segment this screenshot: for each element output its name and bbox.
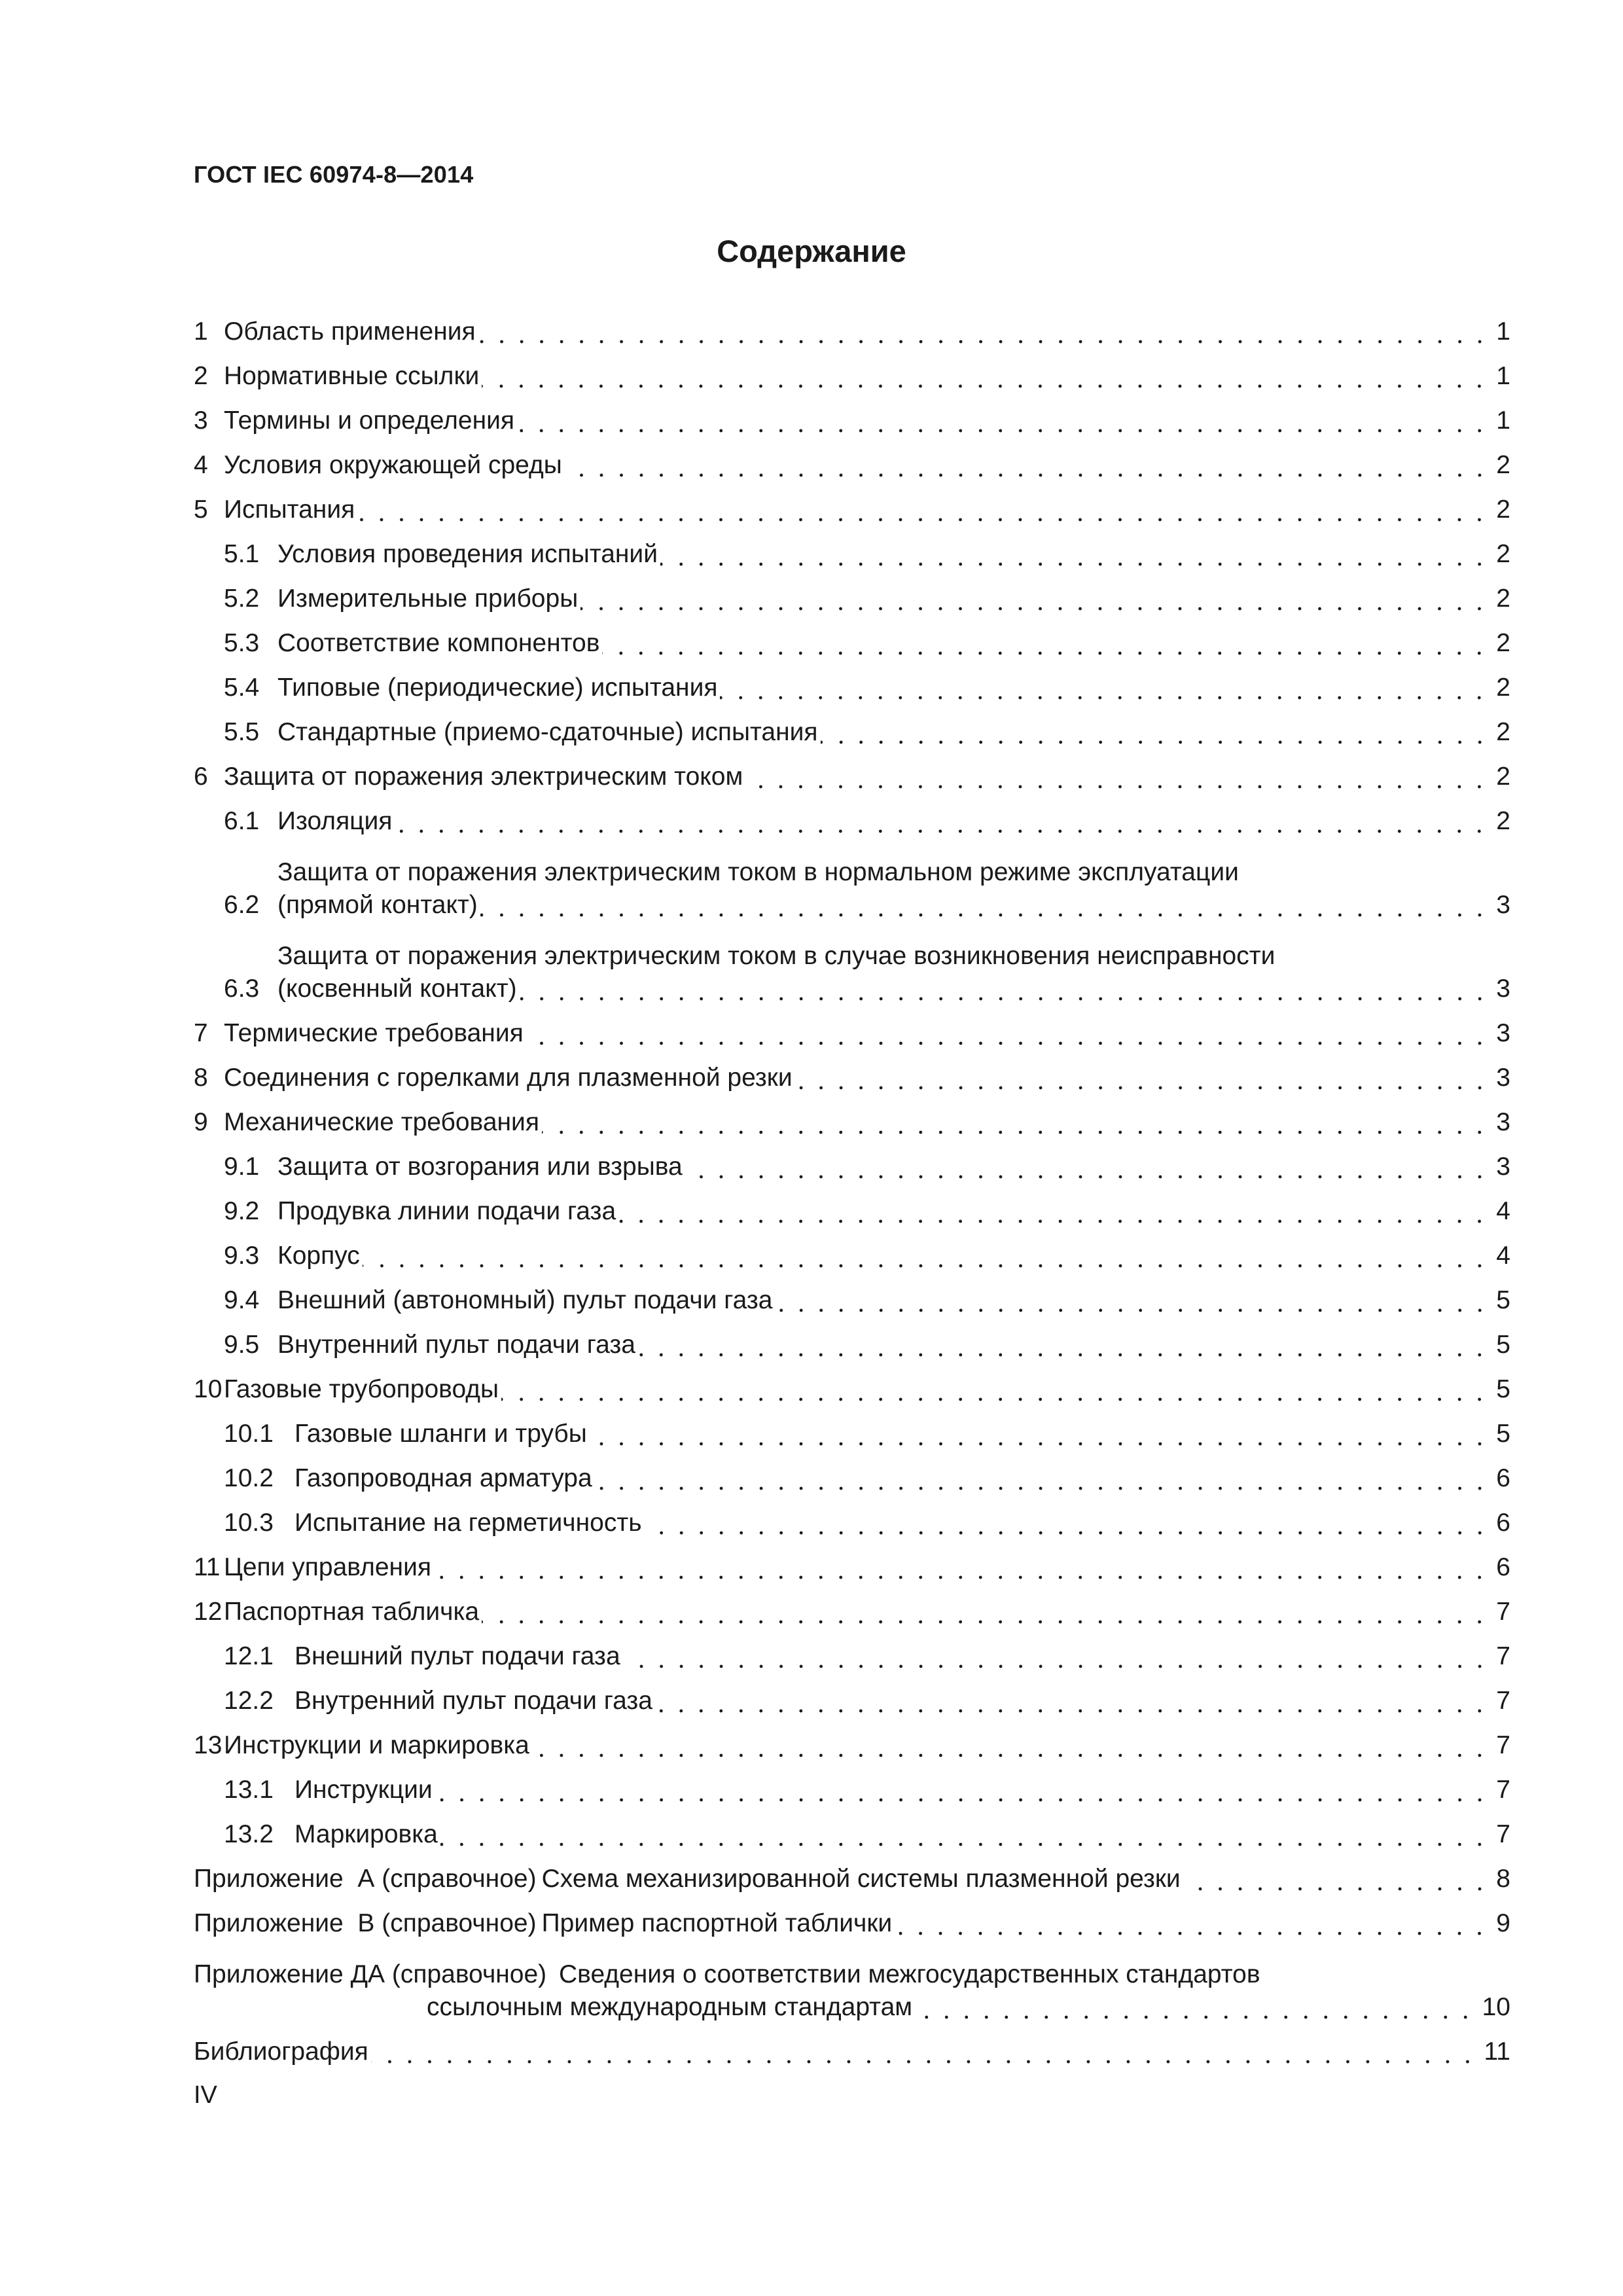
- toc-entry-number: 6.1: [224, 807, 260, 835]
- toc-entry[interactable]: [194, 615, 1510, 660]
- dot-leader: [395, 805, 1489, 838]
- dot-leader: [821, 716, 1489, 749]
- appendix-entry[interactable]: [194, 1940, 1510, 2024]
- dot-leader: [526, 1017, 1489, 1050]
- toc-entry-label: Механические требования: [224, 1108, 539, 1136]
- dot-leader: [435, 1774, 1489, 1806]
- toc-entry-page: 7: [1496, 1731, 1510, 1759]
- toc-entry-label-line1: Защита от поражения электрическим током в случае возникновения неисправности: [277, 942, 1275, 970]
- toc-entry-page: 3: [1496, 891, 1510, 919]
- toc-entry-page: 2: [1496, 807, 1510, 835]
- toc-entry-number: 3: [194, 406, 208, 435]
- toc-entry[interactable]: [194, 304, 1510, 348]
- dot-leader: [720, 672, 1489, 704]
- toc-entry-label: Корпус: [277, 1242, 360, 1270]
- toc-entry[interactable]: [194, 1450, 1510, 1495]
- dot-leader: [645, 1507, 1489, 1539]
- toc-entry[interactable]: [194, 1139, 1510, 1183]
- toc-entry[interactable]: [194, 838, 1510, 922]
- toc-entry-page: 7: [1496, 1598, 1510, 1626]
- toc-entry-label: Инструкции: [294, 1776, 433, 1804]
- toc-entry-label: Газовые трубопроводы: [224, 1375, 499, 1403]
- toc-entry[interactable]: [194, 1406, 1510, 1450]
- appendix-label: Схема механизированной системы плазменной резки: [541, 1865, 1181, 1893]
- appendix-label-line1: Сведения о соответствии межгосударственных стандартов: [559, 1960, 1260, 1988]
- toc-entry-page: 2: [1496, 629, 1510, 657]
- toc-entry-label: [277, 940, 1510, 1005]
- toc-entry-page: 5: [1496, 1286, 1510, 1314]
- dot-leader: [660, 538, 1489, 571]
- toc-entry[interactable]: [194, 1183, 1510, 1228]
- bibliography-entry[interactable]: [194, 2024, 1510, 2068]
- toc-entry-page: 2: [1496, 451, 1510, 479]
- toc-entry[interactable]: [194, 1762, 1510, 1806]
- toc-entry-number: 12.2: [224, 1687, 274, 1715]
- dot-leader: [895, 1907, 1489, 1940]
- toc-entry-page: 6: [1496, 1464, 1510, 1492]
- appendix-label-line2: ссылочным международным стандартам: [427, 1993, 913, 2021]
- dot-leader: [565, 449, 1489, 482]
- toc-entry-label: Продувка линии подачи газа: [277, 1197, 616, 1225]
- toc-entry-label: Маркировка: [294, 1820, 438, 1848]
- toc-entry-page: 7: [1496, 1820, 1510, 1848]
- bibliography-page: 11: [1484, 2037, 1510, 2066]
- toc-entry-label: Защита от возгорания или взрыва: [277, 1153, 683, 1181]
- toc-entry[interactable]: [194, 922, 1510, 1005]
- toc-entry[interactable]: [194, 1094, 1510, 1139]
- toc-entry-number: 9.1: [224, 1153, 260, 1181]
- toc-entry-number: 2: [194, 362, 208, 390]
- toc-entry-page: 2: [1496, 718, 1510, 746]
- dot-leader: [542, 1106, 1489, 1139]
- toc-entry[interactable]: [194, 1495, 1510, 1539]
- toc-entry[interactable]: [194, 482, 1510, 526]
- toc-entry[interactable]: [194, 526, 1510, 571]
- toc-entry-label: Паспортная табличка: [224, 1598, 480, 1626]
- appendix-page: 8: [1496, 1865, 1510, 1893]
- dot-leader: [532, 1729, 1489, 1762]
- appendix-page: 9: [1496, 1909, 1510, 1937]
- toc-entry-label: Типовые (периодические) испытания: [277, 673, 718, 702]
- toc-entry[interactable]: [194, 393, 1510, 437]
- dot-leader: [440, 1818, 1489, 1851]
- toc-entry[interactable]: [194, 1717, 1510, 1762]
- toc-entry-label-line1: Защита от поражения электрическим током в нормальном режиме эксплуатации: [277, 858, 1239, 886]
- toc-entry-page: 4: [1496, 1242, 1510, 1270]
- dot-leader: [915, 1991, 1476, 2024]
- toc-entry[interactable]: [194, 704, 1510, 749]
- toc-entry-number: 5.1: [224, 540, 260, 568]
- toc-entry-page: 1: [1496, 406, 1510, 435]
- toc-entry-number: 9.4: [224, 1286, 260, 1314]
- dot-leader: [520, 973, 1489, 1005]
- toc-entry-label: Внешний (автономный) пульт подачи газа: [277, 1286, 773, 1314]
- page-title: Содержание: [717, 234, 906, 268]
- toc-entry-number: 11: [194, 1553, 221, 1581]
- dot-leader: [434, 1551, 1489, 1584]
- toc-entry-number: 9.5: [224, 1331, 260, 1359]
- toc-entry-page: 6: [1496, 1509, 1510, 1537]
- bibliography-label: Библиография: [194, 2037, 368, 2066]
- toc-entry-number: 5.4: [224, 673, 260, 702]
- toc-entry-number: 9.2: [224, 1197, 260, 1225]
- toc-entry-number: 5.2: [224, 584, 260, 613]
- dot-leader: [618, 1195, 1489, 1228]
- toc-entry-label: Измерительные приборы: [277, 584, 579, 613]
- appendix-label: Пример паспортной таблички: [541, 1909, 893, 1937]
- toc-entry-label: Условия проведения испытаний: [277, 540, 658, 568]
- toc-entry[interactable]: [194, 1272, 1510, 1317]
- toc-entry-number: 6: [194, 762, 208, 791]
- toc-entry-number: 5.3: [224, 629, 260, 657]
- toc-entry-label: Стандартные (приемо-сдаточные) испытания: [277, 718, 818, 746]
- dot-leader: [590, 1418, 1489, 1450]
- toc-entry-label: [277, 856, 1510, 922]
- toc-entry-page: 3: [1496, 1108, 1510, 1136]
- toc-entry-label: Условия окружающей среды: [224, 451, 562, 479]
- toc-entry-number: 6.2: [224, 891, 260, 919]
- toc-entry[interactable]: [194, 1228, 1510, 1272]
- dot-leader: [685, 1151, 1489, 1183]
- toc-entry-page: 3: [1496, 975, 1510, 1003]
- toc-entry-number: 12: [194, 1598, 223, 1626]
- toc-entry-page: 5: [1496, 1375, 1510, 1403]
- toc-entry[interactable]: [194, 1005, 1510, 1050]
- toc-entry-label: Внутренний пульт подачи газа: [277, 1331, 635, 1359]
- toc-entry-page: 6: [1496, 1553, 1510, 1581]
- toc-entry-page: 2: [1496, 495, 1510, 524]
- toc-entry-page: 2: [1496, 673, 1510, 702]
- toc-entry-page: 2: [1496, 584, 1510, 613]
- toc-entry-number: 10.3: [224, 1509, 274, 1537]
- dot-leader: [363, 1240, 1489, 1272]
- toc-entry-number: 13: [194, 1731, 223, 1759]
- standard-designation: ГОСТ IEC 60974-8—2014: [194, 161, 474, 188]
- dot-leader: [655, 1685, 1489, 1717]
- dot-leader: [602, 627, 1489, 660]
- dot-leader: [517, 404, 1489, 437]
- dot-leader: [357, 493, 1489, 526]
- toc-entry[interactable]: [194, 1361, 1510, 1406]
- appendix-entry[interactable]: [194, 1895, 1510, 1940]
- toc-entry-label: Испытание на герметичность: [294, 1509, 642, 1537]
- toc-entry-number: 12.1: [224, 1642, 274, 1670]
- table-of-contents: [194, 304, 1510, 2068]
- toc-entry-page: 5: [1496, 1331, 1510, 1359]
- toc-entry-number: 1: [194, 317, 208, 346]
- toc-entry-page: 7: [1496, 1687, 1510, 1715]
- dot-leader: [623, 1640, 1489, 1673]
- toc-entry-page: 4: [1496, 1197, 1510, 1225]
- toc-entry-label: Нормативные ссылки: [224, 362, 480, 390]
- toc-entry-label-line2: (косвенный контакт): [277, 975, 517, 1003]
- toc-entry-number: 9: [194, 1108, 208, 1136]
- dot-leader: [745, 761, 1489, 793]
- toc-entry[interactable]: [194, 1628, 1510, 1673]
- toc-entry-number: 5.5: [224, 718, 260, 746]
- page-number: IV: [194, 2081, 217, 2109]
- dot-leader: [595, 1462, 1489, 1495]
- toc-entry-number: 7: [194, 1019, 208, 1047]
- toc-entry-label-line2: (прямой контакт): [277, 891, 478, 919]
- appendix-designation: Приложение В (справочное): [194, 1909, 537, 1937]
- toc-entry-label: Цепи управления: [224, 1553, 431, 1581]
- toc-entry-number: 13.1: [224, 1776, 274, 1804]
- dot-leader: [480, 889, 1489, 922]
- toc-entry-label: Защита от поражения электрическим током: [224, 762, 743, 791]
- dot-leader: [501, 1373, 1489, 1406]
- dot-leader: [776, 1284, 1489, 1317]
- dot-leader: [580, 583, 1489, 615]
- dot-leader: [1183, 1863, 1489, 1895]
- toc-entry-page: 3: [1496, 1019, 1510, 1047]
- dot-leader: [638, 1329, 1489, 1361]
- toc-entry[interactable]: [194, 749, 1510, 793]
- toc-entry-label: Термины и определения: [224, 406, 515, 435]
- toc-entry-number: 4: [194, 451, 208, 479]
- toc-entry-page: 3: [1496, 1064, 1510, 1092]
- toc-entry-page: 2: [1496, 540, 1510, 568]
- toc-entry[interactable]: [194, 571, 1510, 615]
- toc-entry[interactable]: [194, 1317, 1510, 1361]
- dot-leader: [478, 315, 1489, 348]
- toc-entry[interactable]: [194, 437, 1510, 482]
- appendix-page: 10: [1482, 1993, 1510, 2021]
- toc-entry-label: Соединения с горелками для плазменной резки: [224, 1064, 793, 1092]
- toc-entry-label: Термические требования: [224, 1019, 524, 1047]
- toc-entry-page: 3: [1496, 1153, 1510, 1181]
- toc-entry-label: Инструкции и маркировка: [224, 1731, 529, 1759]
- toc-entry[interactable]: [194, 660, 1510, 704]
- toc-entry-page: 7: [1496, 1776, 1510, 1804]
- toc-entry[interactable]: [194, 1050, 1510, 1094]
- toc-entry-label: Внутренний пульт подачи газа: [294, 1687, 652, 1715]
- toc-entry-label: Внешний пульт подачи газа: [294, 1642, 620, 1670]
- appendix-designation: Приложение А (справочное): [194, 1865, 537, 1893]
- toc-entry-label: Область применения: [224, 317, 476, 346]
- toc-entry-label: Газовые шланги и трубы: [294, 1420, 587, 1448]
- toc-entry[interactable]: [194, 1806, 1510, 1851]
- toc-entry[interactable]: [194, 1673, 1510, 1717]
- toc-entry-page: 7: [1496, 1642, 1510, 1670]
- toc-entry-number: 5: [194, 495, 208, 524]
- toc-entry-number: 6.3: [224, 975, 260, 1003]
- dot-leader: [795, 1062, 1489, 1094]
- toc-entry[interactable]: [194, 793, 1510, 838]
- toc-entry-label: Соответствие компонентов: [277, 629, 600, 657]
- toc-entry-number: 8: [194, 1064, 208, 1092]
- appendix-entry[interactable]: [194, 1851, 1510, 1895]
- toc-entry[interactable]: [194, 1539, 1510, 1584]
- toc-entry-page: 1: [1496, 362, 1510, 390]
- appendix-designation: Приложение ДА (справочное): [194, 1960, 547, 1988]
- toc-entry[interactable]: [194, 1584, 1510, 1628]
- dot-leader: [482, 1596, 1489, 1628]
- toc-entry-number: 13.2: [224, 1820, 274, 1848]
- toc-entry-number: 9.3: [224, 1242, 260, 1270]
- toc-entry-label: Газопроводная арматура: [294, 1464, 592, 1492]
- toc-entry-label: Изоляция: [277, 807, 393, 835]
- toc-entry-page: 2: [1496, 762, 1510, 791]
- toc-entry-page: 1: [1496, 317, 1510, 346]
- dot-leader: [371, 2036, 1478, 2068]
- toc-entry-number: 10.2: [224, 1464, 274, 1492]
- dot-leader: [482, 360, 1489, 393]
- toc-entry-page: 5: [1496, 1420, 1510, 1448]
- appendix-label: [194, 1958, 1510, 2024]
- toc-entry-number: 10: [194, 1375, 223, 1403]
- toc-entry-number: 10.1: [224, 1420, 274, 1448]
- toc-entry[interactable]: [194, 348, 1510, 393]
- toc-entry-label: Испытания: [224, 495, 355, 524]
